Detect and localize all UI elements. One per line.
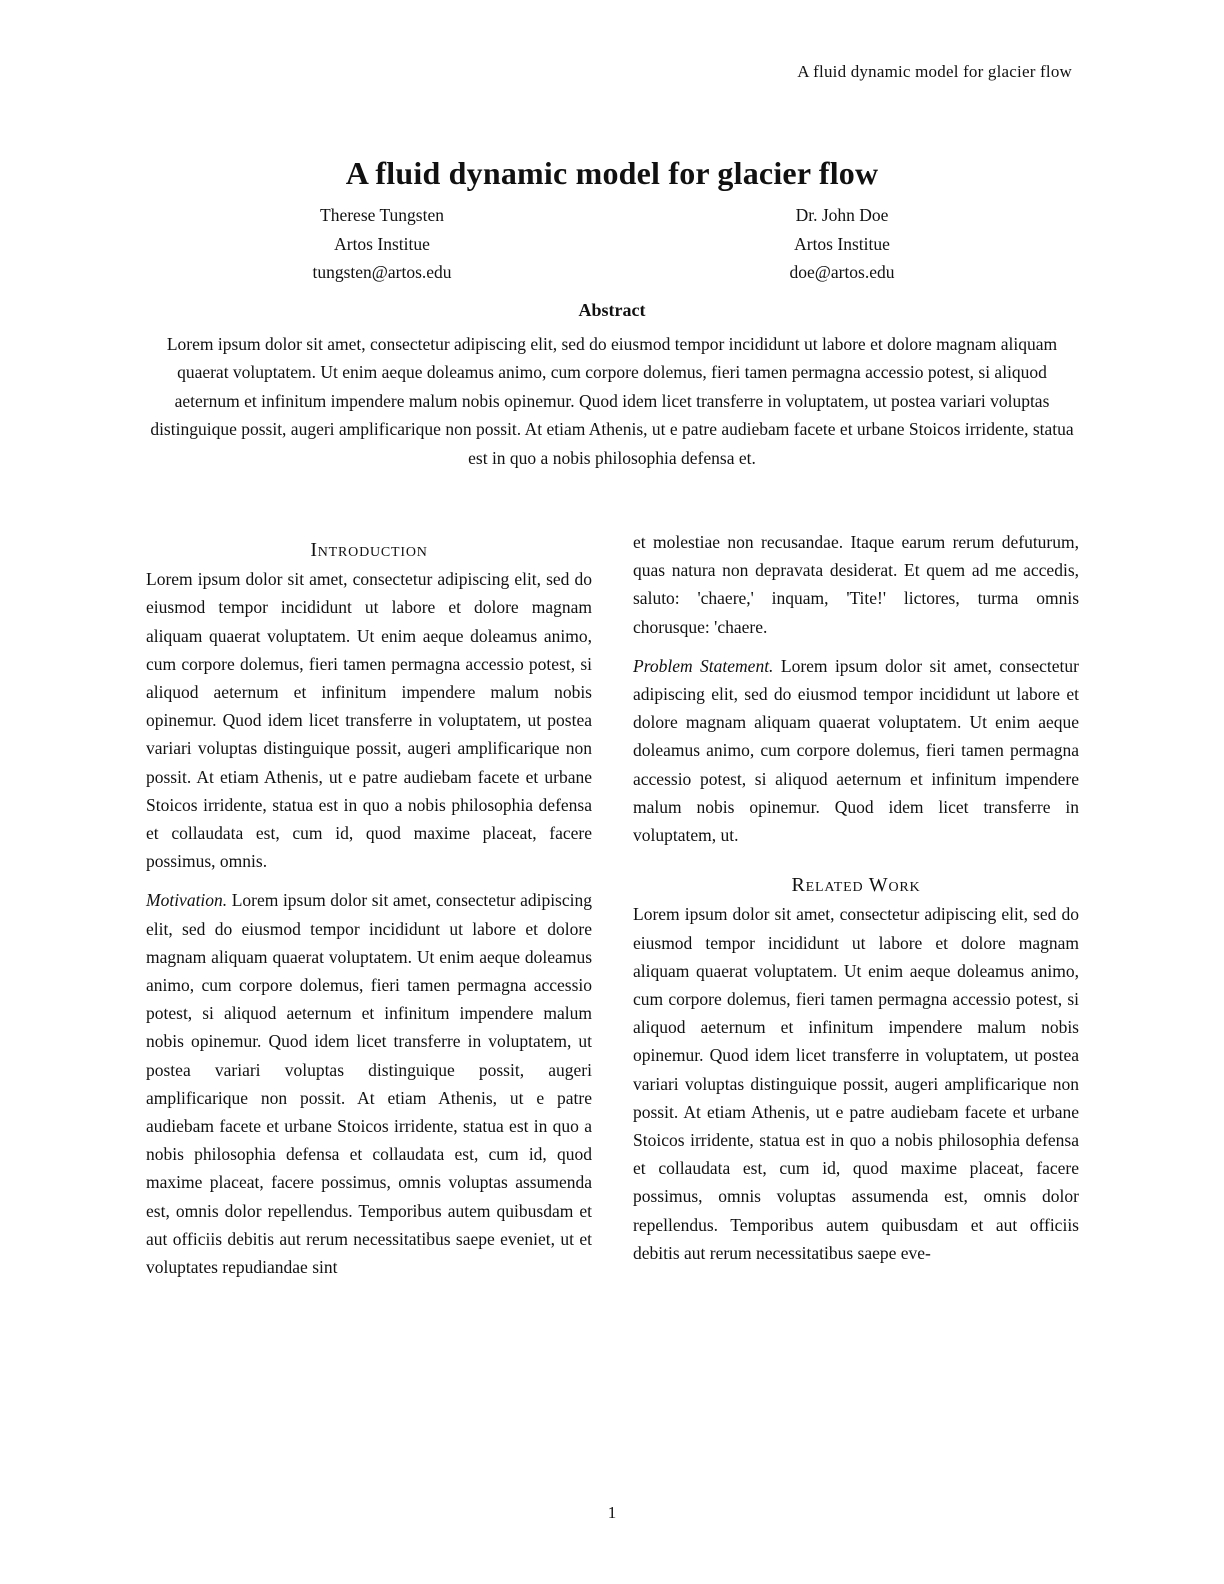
running-header: A fluid dynamic model for glacier flow [797, 62, 1072, 81]
problem-statement-text: Lorem ipsum dolor sit amet, consectetur adipiscing elit, sed do eiusmod tempor incididunt ut labore et dolore magnam aliquam quaerat voluptatem. Ut enim aeque doleamus animo, cum corpore dolemus, fieri tamen permagna accessio potest, si aliquod aeternum et infinitum impendere malum nobis opinemur. Quod idem licet transferre in voluptatem, ut. [633, 655, 1079, 846]
author-block [152, 201, 612, 287]
author-name: Dr. John Doe [795, 205, 889, 225]
author-affiliation: Artos Institue [794, 233, 890, 254]
section-heading-related-work: Related Work [791, 874, 921, 897]
author-name: Therese Tungsten [320, 205, 444, 225]
motivation-paragraph [146, 886, 592, 1281]
section-heading-introduction: Introduction [310, 539, 428, 561]
abstract-text: Lorem ipsum dolor sit amet, consectetur adipiscing elit, sed do eiusmod tempor incididunt ut labore et dolore magnam aliquam quaerat voluptatem. Ut enim aeque doleamus animo, cum corpore dolemus, fieri tamen permagna accessio potest, si aliquod aeternum et infinitum impendere malum nobis opinemur. Quod idem licet transferre in voluptatem, ut postea variari voluptas distinguique possit, augeri amplificarique non possit. At etiam Athenis, ut e patre audiebam facete et urbane Stoicos irridente, statua est in quo a nobis philosophia defensa et. [150, 334, 1074, 468]
paper-title: A fluid dynamic model for glacier flow [345, 155, 879, 192]
problem-statement-run-in-heading: Problem Statement. [633, 655, 774, 676]
author-list [152, 201, 1072, 287]
motivation-continuation-paragraph: et molestiae non recusandae. Itaque earum rerum defuturum, quas natura non depravata desiderat. Et quem ad me accedis, saluto: 'chaere,' inquam, 'Tite!' lictores, turma omnis chorusque: 'chaere. [633, 532, 1079, 637]
right-column [633, 528, 1079, 1278]
author-affiliation: Artos Institue [334, 233, 430, 254]
motivation-text: Lorem ipsum dolor sit amet, consectetur adipiscing elit, sed do eiusmod tempor incididunt ut labore et dolore magnam aliquam quaerat voluptatem. Ut enim aeque doleamus animo, cum corpore dolemus, fieri tamen permagna accessio potest, si aliquod aeternum et infinitum impendere malum nobis opinemur. Quod idem licet transferre in voluptatem, ut postea variari voluptas distinguique possit, augeri amplificarique non possit. At etiam Athenis, ut e patre audiebam facete et urbane Stoicos irridente, statua est in quo a nobis philosophia defensa et collaudata est, cum id, quod maxime placeat, facere possimus, omnis voluptas assumenda est, omnis dolor repellendus. Temporibus autem quibusdam et aut officiis debitis aut rerum necessitatibus saepe eveniet, ut et voluptates repudiandae sint [146, 890, 592, 1278]
abstract-heading: Abstract [578, 300, 646, 320]
introduction-paragraph: Lorem ipsum dolor sit amet, consectetur adipiscing elit, sed do eiusmod tempor incididunt ut labore et dolore magnam aliquam quaerat voluptatem. Ut enim aeque doleamus animo, cum corpore dolemus, fieri tamen permagna accessio potest, si aliquod aeternum et infinitum impendere malum nobis opinemur. Quod idem licet transferre in voluptatem, ut postea variari voluptas distinguique possit, augeri amplificarique non possit. At etiam Athenis, ut e patre audiebam facete et urbane Stoicos irridente, statua est in quo a nobis philosophia defensa et collaudata est, cum id, quod maxime placeat, facere possimus, omnis. [146, 569, 592, 872]
page-number: 1 [607, 1503, 617, 1522]
author-email: tungsten@artos.edu [312, 262, 452, 282]
motivation-run-in-heading: Motivation. [146, 890, 228, 911]
related-work-paragraph: Lorem ipsum dolor sit amet, consectetur adipiscing elit, sed do eiusmod tempor incididunt ut labore et dolore magnam aliquam quaerat voluptatem. Ut enim aeque doleamus animo, cum corpore dolemus, fieri tamen permagna accessio potest, si aliquod aeternum et infinitum impendere malum nobis opinemur. Quod idem licet transferre in voluptatem, ut postea variari voluptas distinguique possit, augeri amplificarique non possit. At etiam Athenis, ut e patre audiebam facete et urbane Stoicos irridente, statua est in quo a nobis philosophia defensa et collaudata est, cum id, quod maxime placeat, facere possimus, omnis voluptas assumenda est, omnis dolor repellendus. Temporibus autem quibusdam et aut officiis debitis aut rerum necessitatibus saepe eve- [633, 904, 1079, 1263]
left-column [146, 528, 592, 1292]
author-block [612, 201, 1072, 287]
author-email: doe@artos.edu [789, 262, 895, 282]
problem-statement-paragraph [633, 652, 1079, 849]
